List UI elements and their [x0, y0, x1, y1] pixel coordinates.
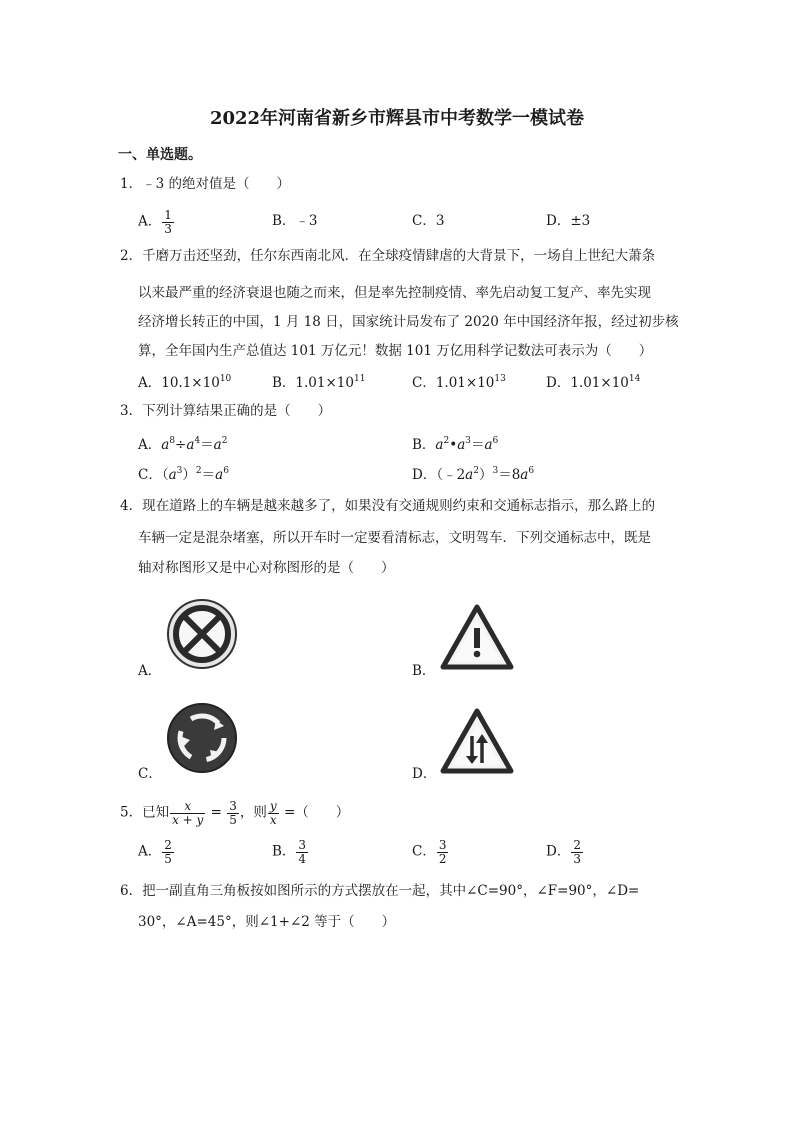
- option-label: C．: [412, 843, 436, 860]
- option-label: A．: [138, 437, 162, 453]
- option-label: A．: [138, 213, 162, 230]
- exponent: 6: [528, 466, 535, 476]
- exponent: 11: [353, 374, 366, 384]
- q1-option-a: [138, 209, 175, 235]
- question-4-line-3: 轴对称图形又是中心对称图形的是（ ）: [138, 560, 395, 576]
- numerator: 1: [164, 208, 172, 222]
- operator: ÷: [175, 437, 187, 453]
- exponent: 2: [473, 466, 479, 476]
- question-6-line-1: 6．把一副直角三角板按如图所示的方式摆放在一起，其中∠C=90°，∠F=90°，∠D=: [120, 883, 640, 899]
- exponent: 3: [492, 466, 499, 476]
- question-2-line-3: 经济增长转正的中国，1 月 18 日，国家统计局发布了 2020 年中国经济年报，经过初步核: [138, 314, 679, 330]
- numerator: x: [184, 799, 192, 813]
- q4-option-d-label: D．: [412, 766, 437, 782]
- numerator: 3: [298, 838, 307, 852]
- q2-option-b: [272, 375, 365, 391]
- operator: ）: [182, 467, 196, 483]
- exponent: 8: [169, 436, 176, 446]
- operator: ＝: [201, 467, 216, 483]
- q3-option-c: [138, 467, 229, 483]
- fraction: [162, 839, 174, 865]
- stem-text: ，则: [239, 804, 267, 821]
- variable: a: [161, 437, 170, 453]
- q5-option-b: [272, 839, 309, 865]
- q4-option-a-label: A．: [138, 663, 162, 679]
- denominator: x: [269, 812, 277, 827]
- variable: a: [435, 437, 444, 453]
- option-label: B．: [272, 843, 296, 860]
- variable: a: [484, 437, 493, 453]
- warning-exclamation-sign-icon: [440, 604, 514, 670]
- q1-option-c: C．3: [412, 213, 445, 229]
- variable: a: [457, 437, 466, 453]
- exponent: 3: [176, 466, 183, 476]
- option-text: D．1.01×10: [546, 375, 629, 391]
- q2-option-a: [138, 375, 231, 391]
- exponent: 3: [465, 436, 471, 446]
- question-2-line-2: 以来最严重的经济衰退也随之而来，但是率先控制疫情、率先启动复工复产、率先实现: [138, 285, 651, 301]
- fraction: [296, 839, 308, 865]
- option-label: C．（: [138, 467, 169, 483]
- fraction: [162, 209, 174, 235]
- q3-option-d: [412, 467, 534, 483]
- section-heading: 一、单选题。: [118, 147, 202, 163]
- variable: a: [465, 467, 474, 483]
- exponent: 10: [219, 374, 232, 384]
- question-5-stem: [120, 800, 349, 826]
- question-1-stem: 1．﹣3 的绝对值是（ ）: [120, 176, 290, 192]
- fraction: [571, 839, 583, 865]
- operator: ＝: [470, 437, 485, 453]
- page-title: 2022年河南省新乡市辉县市中考数学一模试卷: [209, 108, 585, 129]
- stem-text: 5．已知: [120, 804, 170, 821]
- q1-option-d: D．±3: [546, 213, 591, 229]
- denominator: 5: [229, 812, 237, 827]
- q5-option-d: [546, 839, 584, 865]
- exponent: 14: [628, 374, 641, 384]
- exponent: 13: [494, 374, 506, 384]
- option-label: D．（﹣2: [412, 467, 466, 483]
- stem-text: =（ ）: [279, 804, 350, 821]
- two-way-traffic-sign-icon: [440, 708, 514, 774]
- exponent: 2: [443, 436, 450, 446]
- variable: a: [168, 467, 177, 483]
- no-stopping-sign-icon: [166, 598, 238, 670]
- option-label: A．: [138, 843, 162, 860]
- denominator: 5: [164, 851, 172, 866]
- question-4-line-2: 车辆一定是混杂堵塞，所以开车时一定要看清标志，文明驾车．下列交通标志中，既是: [138, 530, 651, 546]
- question-6-line-2: 30°，∠A=45°，则∠1+∠2 等于（ ）: [138, 914, 396, 930]
- denominator: x + y: [172, 812, 204, 827]
- q5-option-c: [412, 839, 449, 865]
- q4-option-b-label: B．: [412, 663, 436, 679]
- option-label: B．: [412, 437, 436, 453]
- variable: a: [213, 437, 222, 453]
- q3-option-a: [138, 437, 227, 453]
- question-2-line-4: 算，全年国内生产总值达 101 万亿元！数据 101 万亿用科学记数法可表示为（ ）: [138, 343, 653, 359]
- numerator: 2: [573, 838, 581, 852]
- fraction: [227, 800, 239, 826]
- exponent: 6: [492, 436, 499, 446]
- denominator: 3: [164, 221, 172, 236]
- question-4-line-1: 4．现在道路上的车辆是越来越多了，如果没有交通规则约束和交通标志指示，那么路上的: [120, 498, 656, 514]
- option-text: C．1.01×10: [412, 375, 495, 391]
- operator: =: [206, 804, 227, 821]
- exponent: 4: [194, 436, 201, 446]
- numerator: 3: [438, 838, 447, 852]
- exponent: 2: [195, 466, 202, 476]
- variable: a: [520, 467, 529, 483]
- fraction: [268, 800, 279, 826]
- fraction: [170, 800, 205, 826]
- operator: ＝: [498, 467, 512, 483]
- option-text: A．10.1×10: [138, 375, 220, 391]
- numerator: 2: [164, 838, 172, 852]
- q3-option-b: [412, 437, 498, 453]
- numerator: 3: [229, 799, 237, 813]
- operator: ）: [478, 467, 493, 483]
- denominator: 4: [298, 851, 307, 866]
- variable: a: [186, 437, 195, 453]
- option-text: B．1.01×10: [272, 375, 354, 391]
- q2-option-c: [412, 375, 506, 391]
- operator: ＝: [200, 437, 214, 453]
- exponent: 2: [221, 436, 228, 446]
- denominator: 2: [438, 851, 447, 866]
- exponent: 6: [223, 466, 229, 476]
- fraction: [437, 839, 449, 865]
- question-3-stem: 3．下列计算结果正确的是（ ）: [120, 403, 332, 419]
- roundabout-sign-icon: [166, 702, 238, 774]
- variable: a: [215, 467, 224, 483]
- q4-option-c-label: C．: [138, 766, 162, 782]
- denominator: 3: [573, 851, 581, 866]
- numerator: y: [269, 799, 277, 813]
- operator: •: [449, 437, 458, 453]
- q1-option-b: B．﹣3: [272, 213, 318, 229]
- q5-option-a: [138, 839, 175, 865]
- coefficient: 8: [511, 467, 521, 483]
- q2-option-d: [546, 375, 640, 391]
- question-2-line-1: 2．千磨万击还坚劲，任尔东西南北风．在全球疫情肆虐的大背景下，一场自上世纪大萧条: [120, 248, 656, 264]
- option-label: D．: [546, 843, 571, 860]
